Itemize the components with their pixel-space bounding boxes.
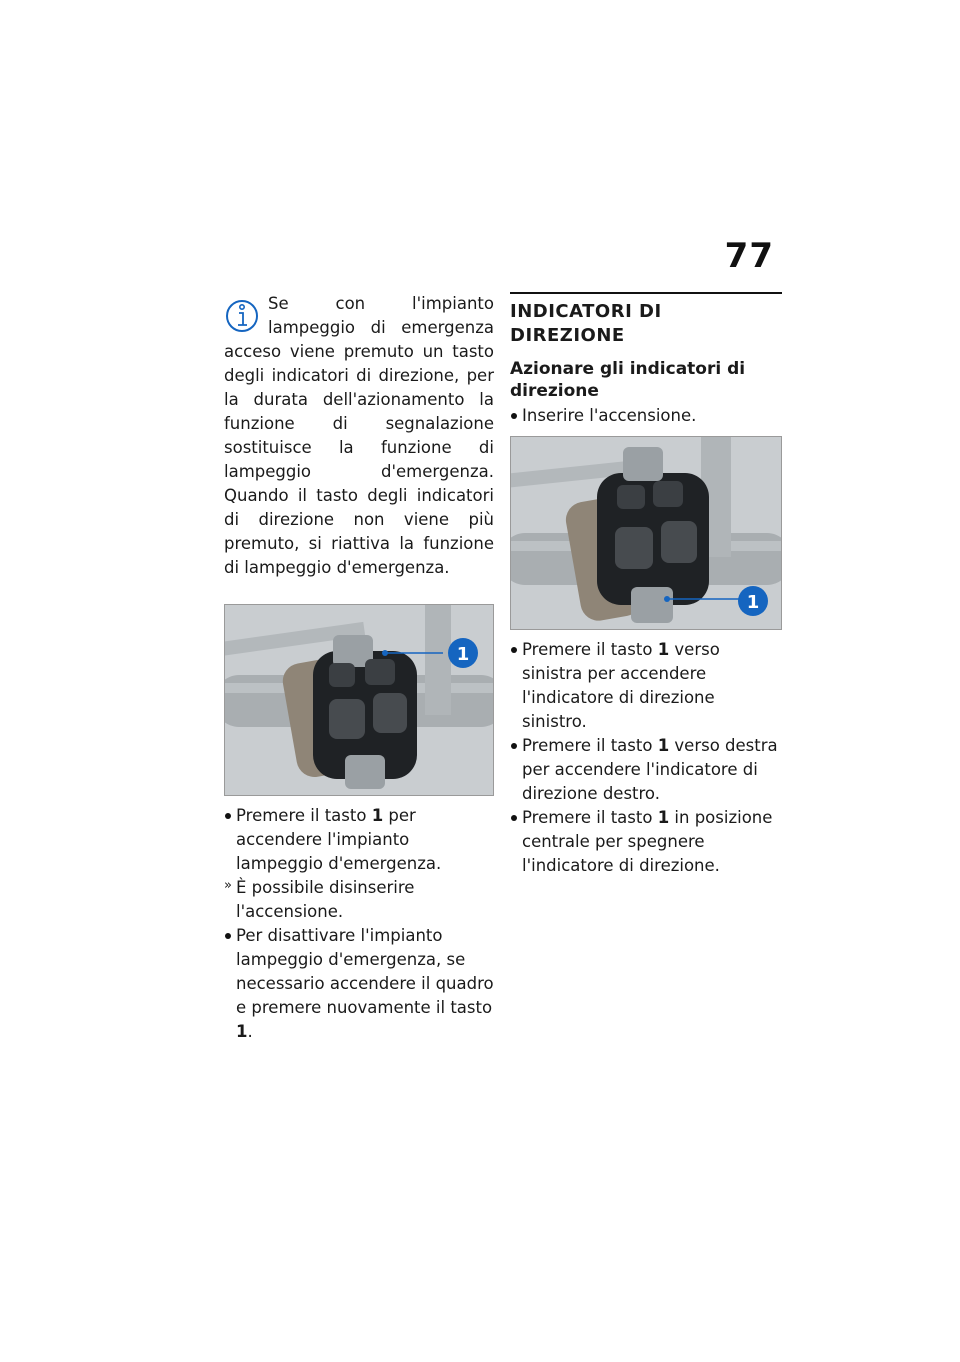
result-text: È possibile disinserire l'accensione.	[236, 878, 415, 921]
right-column	[510, 292, 782, 878]
figure-callout-1: 1	[746, 592, 760, 613]
step-text: Inserire l'accensione.	[522, 406, 697, 425]
step-text: verso sinistra per accendere l'indicatore di direzione sinistro.	[522, 640, 720, 731]
step-left-indicator	[510, 638, 782, 734]
info-note	[224, 292, 494, 580]
key-ref: 1	[657, 736, 670, 755]
step-text: per accendere l'impianto lampeggio d'emergenza.	[236, 806, 442, 873]
turn-signal-figure	[510, 436, 782, 630]
key-ref: 1	[657, 640, 670, 659]
key-ref: 1	[371, 806, 384, 825]
step-hazard-on	[224, 804, 494, 876]
step-hazard-off	[224, 924, 494, 1044]
key-ref: 1	[657, 808, 670, 827]
step-right-indicator	[510, 734, 782, 806]
step-result	[224, 876, 494, 924]
step-text: Premere il tasto	[522, 736, 658, 755]
step-text: Premere il tasto	[522, 808, 658, 827]
step-text: .	[247, 1022, 253, 1041]
page-number: 77	[724, 236, 774, 276]
right-steps	[510, 638, 782, 878]
pre-steps	[510, 404, 782, 428]
step-text: Per disattivare l'impianto lampeggio d'emergenza, se necessario accendere il quadro e premere nuovamente il tasto	[236, 926, 494, 1017]
step-ignition	[510, 404, 782, 428]
figure-callout-1: 1	[456, 644, 470, 665]
step-text: Premere il tasto	[236, 806, 372, 825]
step-text: Premere il tasto	[522, 640, 658, 659]
subsection-title: Azionare gli indicatori di direzione	[510, 359, 746, 401]
step-text: verso destra per accendere l'indicatore di direzione destro.	[522, 736, 778, 803]
hazard-switch-figure	[224, 604, 494, 796]
left-column	[224, 292, 494, 1044]
left-steps	[224, 804, 494, 1044]
note-text: Se con l'impianto lampeggio di emergenza acceso viene premuto un tasto degli indicatori di direzione, per la durata dell'azionamento la funzione di segnalazione sostituisce la funzione di lampeggio d'emergenza. Quando il tasto degli indicatori di direzione non viene più premuto, si riattiva la funzione di lampeggio d'emergenza.	[224, 294, 494, 577]
step-indicator-off	[510, 806, 782, 878]
info-icon	[224, 294, 262, 338]
key-ref: 1	[236, 1022, 248, 1041]
step-text: in posizione centrale per spegnere l'indicatore di direzione.	[522, 808, 773, 875]
section-title: INDICATORI DI DIREZIONE	[510, 292, 782, 348]
